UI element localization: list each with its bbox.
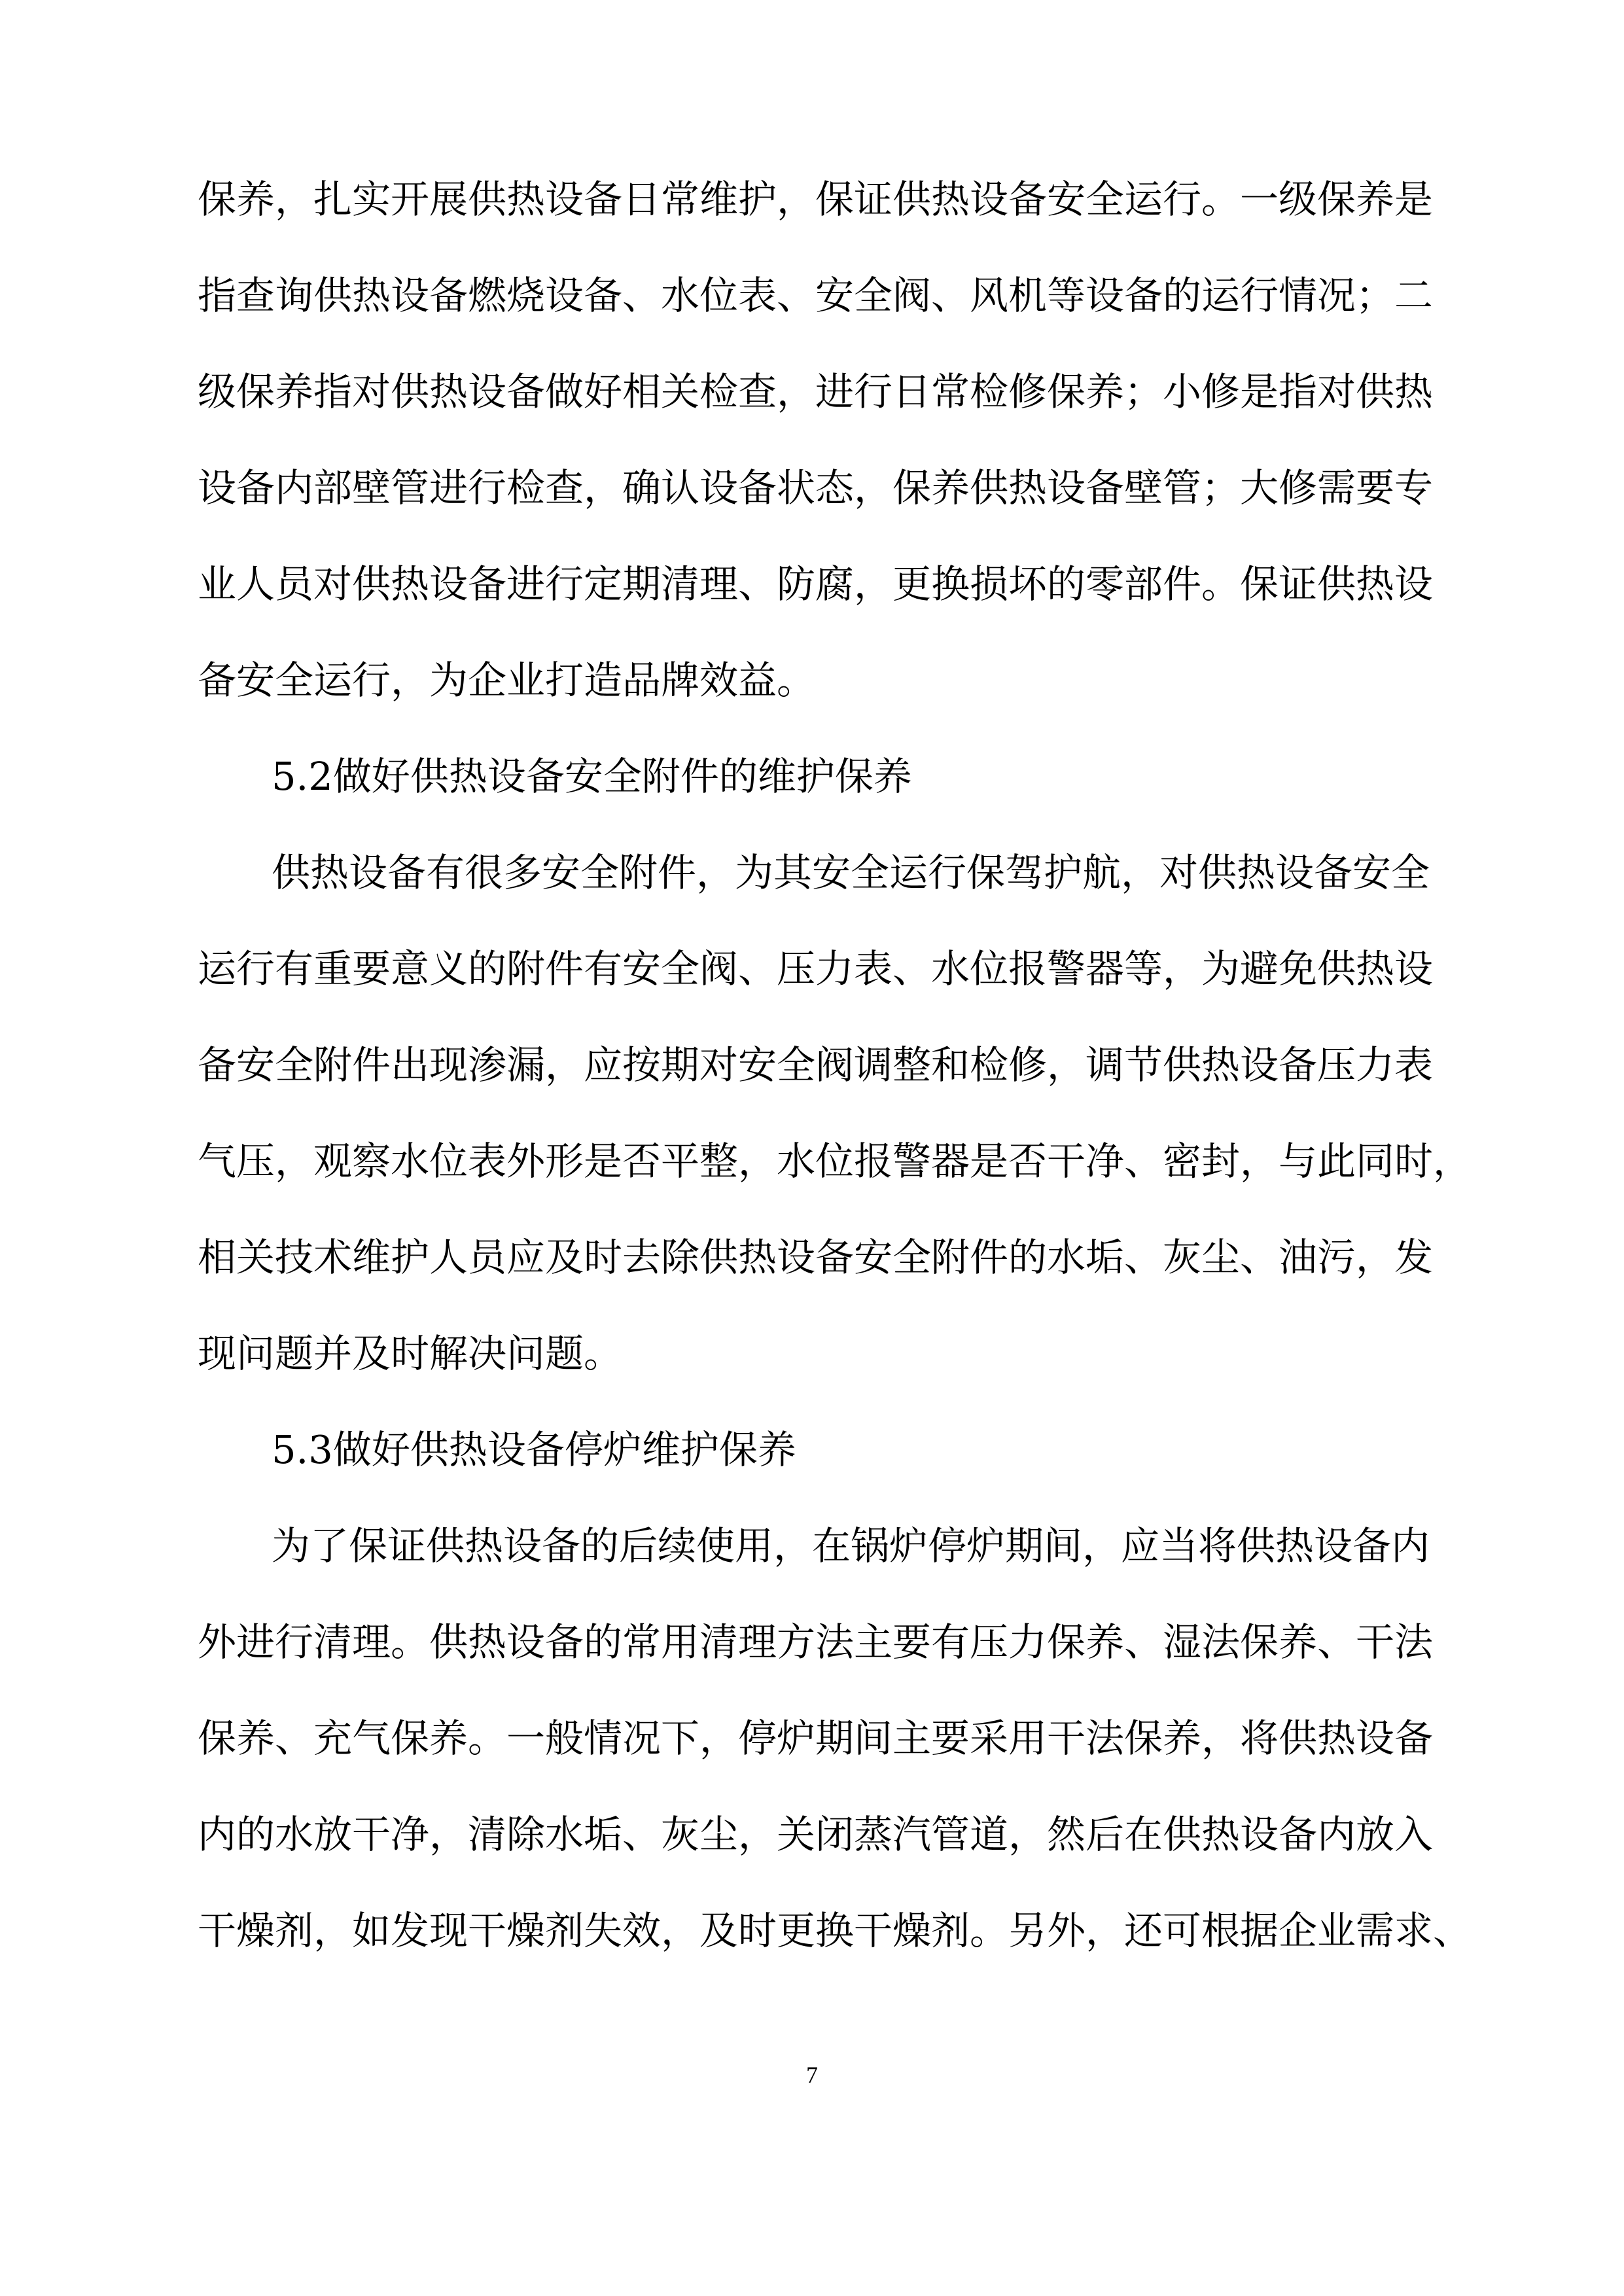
page-number: 7 [806,2062,818,2088]
paragraph-3-line-1: 为了保证供热设备的后续使用，在锅炉停炉期间，应当将供热设备内 [272,1523,1430,1568]
paragraph-2-line-5: 相关技术维护人员应及时去除供热设备安全附件的水垢、灰尘、油污，发 [198,1235,1434,1280]
paragraph-3-line-4: 内的水放干净，清除水垢、灰尘，关闭蒸汽管道，然后在供热设备内放入 [198,1812,1434,1857]
paragraph-1-line-4: 设备内部壁管进行检查，确认设备状态，保养供热设备壁管；大修需要专 [198,465,1434,510]
paragraph-1-line-5: 业人员对供热设备进行定期清理、防腐，更换损坏的零部件。保证供热设 [198,561,1434,607]
paragraph-1-line-3: 级保养指对供热设备做好相关检查，进行日常检修保养；小修是指对供热 [198,369,1434,414]
paragraph-1-line-1: 保养，扎实开展供热设备日常维护，保证供热设备安全运行。一级保养是 [198,177,1434,222]
section-heading-5-3: 5.3做好供热设备停炉维护保养 [272,1427,796,1472]
paragraph-1-line-2: 指查询供热设备燃烧设备、水位表、安全阀、风机等设备的运行情况；二 [198,273,1434,318]
paragraph-2-line-4: 气压，观察水位表外形是否平整，水位报警器是否干净、密封，与此同时， [198,1139,1472,1184]
paragraph-3-line-2: 外进行清理。供热设备的常用清理方法主要有压力保养、湿法保养、干法 [198,1619,1434,1665]
paragraph-2-line-6: 现问题并及时解决问题。 [198,1331,623,1376]
paragraph-1-line-6: 备安全运行，为企业打造品牌效益。 [198,658,816,703]
section-heading-5-2: 5.2做好供热设备安全附件的维护保养 [272,754,912,799]
paragraph-2-line-3: 备安全附件出现渗漏，应按期对安全阀调整和检修，调节供热设备压力表 [198,1042,1434,1087]
paragraph-2-line-2: 运行有重要意义的附件有安全阀、压力表、水位报警器等，为避免供热设 [198,946,1434,991]
paragraph-3-line-5: 干燥剂，如发现干燥剂失效，及时更换干燥剂。另外，还可根据企业需求、 [198,1908,1472,1953]
paragraph-2-line-1: 供热设备有很多安全附件，为其安全运行保驾护航，对供热设备安全 [272,850,1430,895]
paragraph-3-line-3: 保养、充气保养。一般情况下，停炉期间主要采用干法保养，将供热设备 [198,1716,1434,1761]
